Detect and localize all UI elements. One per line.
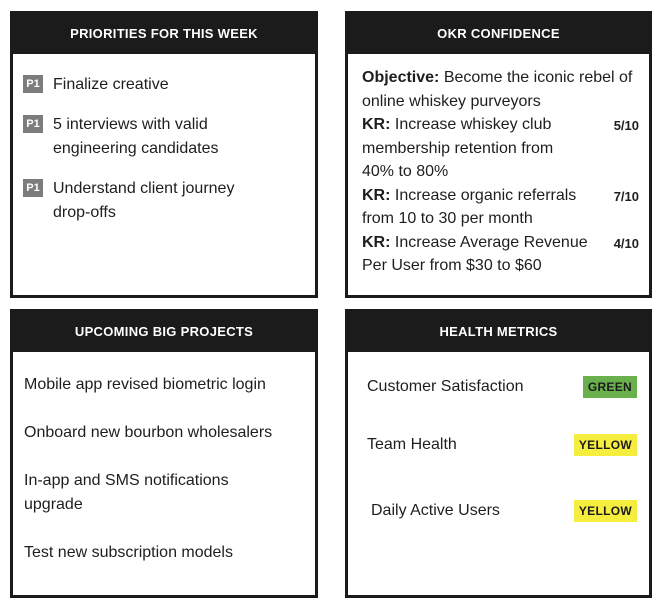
projects-card — [10, 309, 318, 598]
status-badge: YELLOW — [574, 434, 637, 456]
kr-score: 4/10 — [613, 235, 639, 251]
project-item: Mobile app revised biometric login — [24, 376, 266, 393]
kr-label: KR: — [362, 186, 391, 204]
objective-label: Objective: — [362, 69, 440, 86]
kr-score: 7/10 — [613, 188, 639, 204]
status-badge: GREEN — [583, 376, 637, 398]
key-result-row — [362, 113, 639, 184]
key-result-row — [362, 184, 639, 231]
priorities-list — [13, 54, 315, 225]
priority-item — [23, 113, 305, 161]
project-item: Test new subscription models — [24, 544, 233, 561]
okr-body — [348, 54, 649, 278]
status-badge: YELLOW — [574, 500, 637, 522]
objective-text: Become the iconic rebel of online whiskey purveyors — [362, 69, 633, 110]
priority-item — [23, 73, 305, 97]
metric-label: Customer Satisfaction — [367, 378, 524, 395]
metric-label: Team Health — [367, 436, 457, 453]
priorities-title: PRIORITIES FOR THIS WEEK — [13, 14, 315, 54]
priority-badge: P1 — [23, 179, 43, 197]
okr-title: OKR CONFIDENCE — [348, 14, 649, 54]
key-result-text-wrap — [362, 184, 588, 231]
okr-card — [345, 11, 652, 298]
key-result-text-wrap — [362, 113, 588, 184]
project-item: In-app and SMS notifications upgrade — [24, 472, 229, 513]
kr-label: KR: — [362, 116, 391, 133]
projects-list — [13, 352, 315, 565]
priority-badge: P1 — [23, 75, 43, 93]
kr-text: Increase whiskey club membership retention from 40% to 80% — [362, 116, 554, 180]
project-item: Onboard new bourbon wholesalers — [24, 424, 273, 441]
priorities-card — [10, 11, 318, 298]
health-card — [345, 309, 652, 598]
priority-badge: P1 — [23, 115, 43, 133]
kr-label: KR: — [362, 233, 391, 251]
kr-score: 5/10 — [613, 118, 639, 133]
kr-text: Increase Average Revenue Per User from $30 to $60 — [362, 233, 588, 274]
health-title: HEALTH METRICS — [348, 312, 649, 352]
projects-title: UPCOMING BIG PROJECTS — [13, 312, 315, 352]
okr-objective — [362, 66, 639, 113]
key-result-text-wrap — [362, 231, 588, 278]
priority-text: Finalize creative — [53, 76, 169, 93]
metric-label: Daily Active Users — [371, 502, 500, 519]
priority-item — [23, 177, 305, 225]
priority-text: 5 interviews with valid engineering candidates — [53, 116, 219, 157]
priority-text: Understand client journey drop-offs — [53, 180, 235, 221]
key-result-row — [362, 231, 639, 278]
kr-text: Increase organic referrals from 10 to 30 per month — [362, 186, 577, 227]
